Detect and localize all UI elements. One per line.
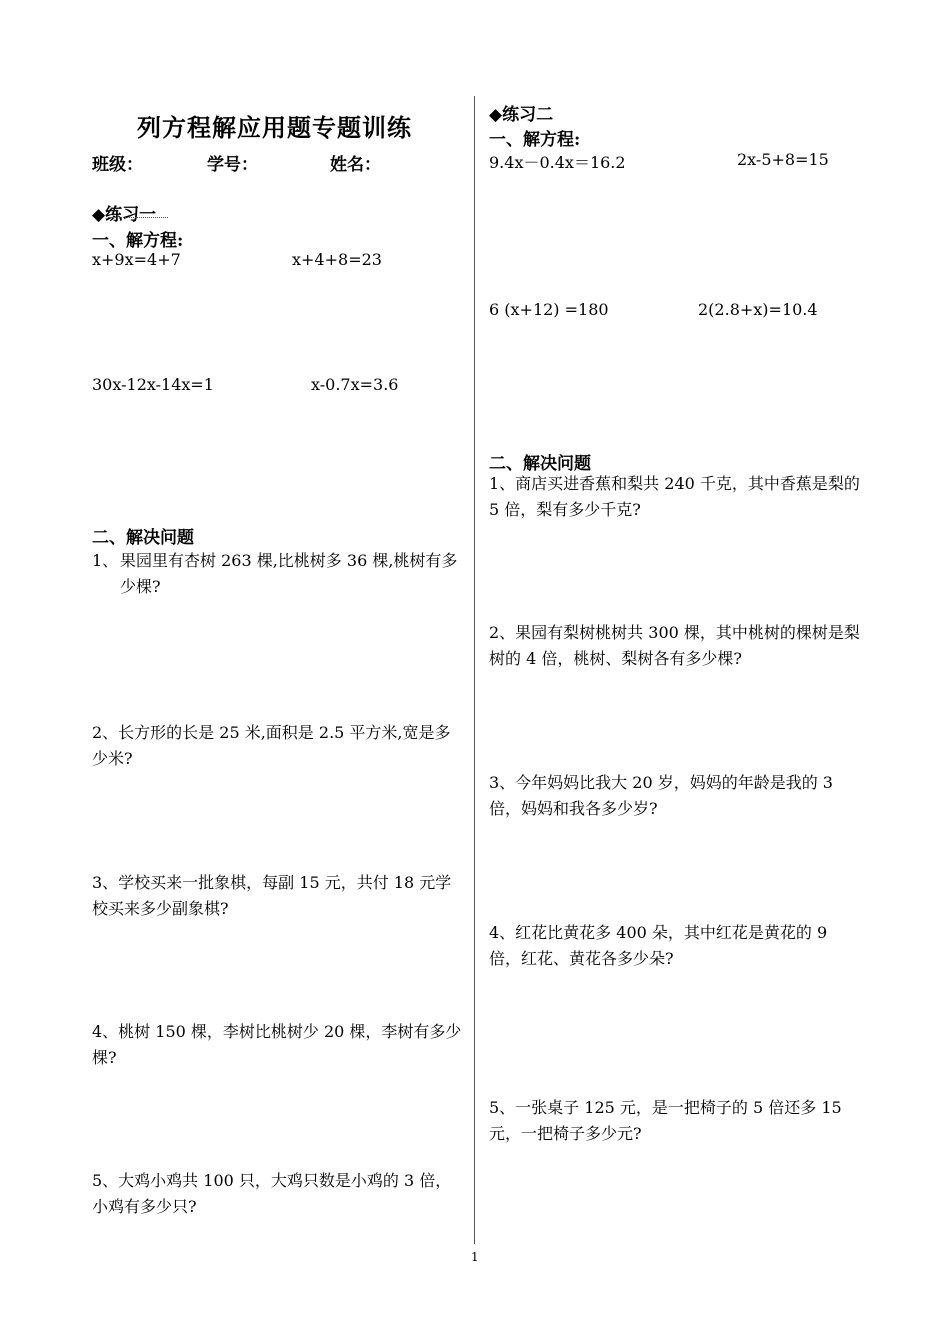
left-equation-1: x+9x=4+7 bbox=[92, 250, 181, 269]
student-number-label: 学号： bbox=[207, 155, 258, 175]
left-problem-3: 3、学校买来一批象棋，每副 15 元，共付 18 元学校买来多少副象棋? bbox=[92, 873, 452, 918]
right-problem-2: 2、果园有梨树桃树共 300 棵，其中桃树的棵树是梨树的 4 倍，桃树、梨树各有多少棵? bbox=[489, 623, 860, 668]
left-section-title: ◆练习一 bbox=[92, 205, 157, 225]
right-equation-2: 2x-5+8=15 bbox=[737, 150, 829, 169]
left-equation-3: 30x-12x-14x=1 bbox=[92, 375, 214, 394]
student-name-label: 姓名： bbox=[330, 155, 381, 175]
left-part1-title: 一、解方程: bbox=[92, 231, 184, 251]
left-problem-2: 2、长方形的长是 25 米,面积是 2.5 平方米,宽是多少米? bbox=[92, 723, 451, 768]
right-equation-3: 6 (x+12) =180 bbox=[489, 300, 609, 319]
spellcheck-underline bbox=[108, 213, 168, 218]
right-part1-title: 一、解方程: bbox=[489, 130, 581, 150]
left-part2-title: 二、解决问题 bbox=[92, 528, 194, 548]
left-problem-1-number: 1、 bbox=[92, 551, 119, 570]
right-problem-1: 1、商店买进香蕉和梨共 240 千克，其中香蕉是梨的 5 倍，梨有多少千克? bbox=[489, 474, 860, 519]
right-section-title: ◆练习二 bbox=[489, 105, 554, 125]
class-label: 班级： bbox=[92, 155, 143, 175]
left-problem-1: 果园里有杏树 263 棵,比桃树多 36 棵,桃树有多少棵? bbox=[120, 551, 458, 596]
right-equation-4: 2(2.8+x)=10.4 bbox=[698, 300, 818, 319]
left-equation-2: x+4+8=23 bbox=[292, 250, 382, 269]
column-divider bbox=[474, 96, 475, 1244]
right-problem-5: 5、一张桌子 125 元，是一把椅子的 5 倍还多 15 元，一把椅子多少元? bbox=[489, 1098, 842, 1143]
left-problem-4: 4、桃树 150 棵，李树比桃树少 20 棵，李树有多少棵? bbox=[92, 1022, 462, 1067]
right-part2-title: 二、解决问题 bbox=[489, 454, 591, 474]
right-problem-3: 3、今年妈妈比我大 20 岁，妈妈的年龄是我的 3 倍，妈妈和我各多少岁? bbox=[489, 773, 833, 818]
left-problem-5: 5、大鸡小鸡共 100 只，大鸡只数是小鸡的 3 倍，小鸡有多少只? bbox=[92, 1171, 452, 1216]
page-number: 1 bbox=[471, 1250, 479, 1264]
right-equation-1: 9.4x－0.4x＝16.2 bbox=[489, 153, 626, 172]
right-problem-4: 4、红花比黄花多 400 朵，其中红花是黄花的 9 倍，红花、黄花各多少朵? bbox=[489, 923, 828, 968]
left-equation-4: x-0.7x=3.6 bbox=[311, 375, 399, 394]
page-title: 列方程解应用题专题训练 bbox=[137, 113, 412, 142]
